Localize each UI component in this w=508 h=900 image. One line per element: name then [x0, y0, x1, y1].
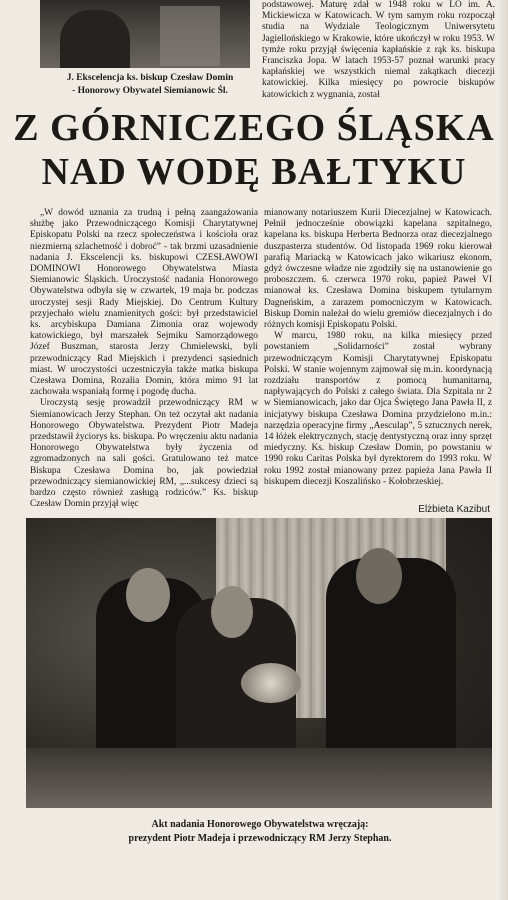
top-photo-caption	[44, 72, 256, 98]
person-head-right	[356, 548, 402, 604]
top-caption-line1: J. Ekscelencja ks. biskup Czesław Domin	[66, 73, 234, 83]
article-right-column	[264, 208, 492, 488]
person-head-middle	[211, 586, 253, 638]
flower-bouquet	[241, 663, 301, 703]
headline-line2: NAD WODĘ BAŁTYKU	[41, 151, 467, 193]
top-right-column	[262, 0, 495, 101]
top-caption-line2: - Honorowy Obywatel Siemianowic Śl.	[72, 86, 228, 96]
page-edge	[496, 0, 508, 900]
article-left-column	[30, 208, 258, 510]
main-caption-line1: Akt nadania Honorowego Obywatelstwa wręczają:	[151, 819, 369, 830]
photo-background-shape	[160, 6, 220, 66]
ceremony-photo	[26, 518, 492, 808]
bishop-portrait-photo	[40, 0, 250, 68]
main-photo-caption	[60, 818, 460, 846]
author-signature: Elżbieta Kazibut	[418, 504, 490, 515]
left-paragraph-1: „W dowód uznania za trudną i pełną zaangażowania służbę jako Przewodniczącego Komisji Charytatywnej Episkopatu Polski na rzecz społeczeństwa i kościoła oraz niezmierną szlachetność i dobroć” - tak brzmi uzasadnienie nadania J. Ekscelencji ks. biskupowi CZESŁAWOWI DOMINOWI Honorowego Obywatelstwa Miasta Siemianowic Śląskich. Uroczystość nadania Honorowego Obywatelstwa odbyła się w czwartek, 19 maja br. podczas uroczystej sesji Rady Miejskiej. Do Centrum Kultury przyjechało wielu znamienitych gości: był przedstawiciel ks. arcybiskupa Damiana Zimonia oraz wojewody katowickiego, był marszałek Sejmiku Samorządowego Józef Buszman, starosta Jerzy Chmielewski, byli przewodniczący Rad Miejskich i prezydenci sąsiednich miast. W uroczystości uczestniczyła także matka biskupa Czesława Domina, Rozalia Domin, która mimo 91 lat zachowała wspaniałą formę i pogodę ducha.	[30, 208, 258, 398]
photo-figure-shape	[60, 10, 130, 68]
right-paragraph-2: W marcu, 1980 roku, na kilka miesięcy przed powstaniem „Solidarności” został wybrany przewodniczącym Komisji Charytatywnej Episkopatu Polski. W stanie wojennym zajmował się m.in. koordynacją rozdziału transportów z pomocą humanitarną, napływających do Polski z całego świata. Dla Szpitala nr 2 w Siemianowicach, jako dar Ojca Świętego Jana Pawła II, z inicjatywy biskupa Czesława Domina przydzielono m.in.: narzędzia operacyjne firmy „Aesculap”, 5 sztucznych nerek, 14 łóżek elektrycznych, stację dentystyczną oraz inny sprzęt miedyczny. Ks. biskup Czesław Domin, po powstaniu w 1990 roku Caritas Polska był dyrektorem do 1993 roku. W roku 1992 został mianowany przez papieża Jana Pawła II biskupem diecezji Koszalińsko - Kołobrzeskiej.	[264, 331, 492, 487]
left-paragraph-2: Uroczystą sesję prowadził przewodniczący RM w Siemianowicach Jerzy Stephan. On też oczytał akt nadania Honorowego Obywatelstwa. Prezydent Piotr Madeja przedstawił życiorys ks. biskupa. Po wręczeniu aktu nadania Honorowego Obywatelstwa były życzenia od zgromadzonych na sali gości. Gratulowano też matce Biskupa Czesława Domina bo, jak powiedział przewodniczący siemianowickiej RM, „...sukcesy dzieci są bardzo często również zasługą rodziców.” Ks. biskup Czesław Domin przyjął więc	[30, 398, 258, 510]
top-right-paragraph: podstawowej. Maturę zdał w 1948 roku w LO im. A. Mickiewicza w Katowicach. W tym samym roku rozpoczął studia na Wydziale Teologicznym Uniwersytetu Jagiellońskiego w Krakowie, które ukończył w roku 1953. W tymże roku przyjął święcenia kapłańskie z rąk ks. biskupa Franciszka Jopa. W latach 1953-57 poznał warunki pracy kapłańskiej we wszystkich niemal zakątkach diecezji katowickiej. Kilka miesięcy po powrocie biskupów katowickich z wygnania, został	[262, 0, 495, 100]
headline-line1: Z GÓRNICZEGO ŚLĄSKA	[13, 107, 495, 149]
person-head-left	[126, 568, 170, 622]
stage-floor	[26, 748, 492, 808]
right-paragraph-1: mianowany notariuszem Kurii Diecezjalnej w Katowicach. Pełnił jednocześnie obowiązki kapelana szpitalnego, kapelana ks. biskupa Herberta Bednorza oraz diecezjalnego duszpasterza studentów. Od listopada 1969 roku kierował parafią Mariacką w Katowicach jako wikariusz ekonom, gdyż ówczesne władze nie zgodziły się na ustanowienie go proboszczem. 6. czerwca 1970 roku, papież Paweł VI mianował ks. Czesława Domina biskupem tytularnym Dagneńskim, a zarazem pomocniczym w Katowicach. Biskup Domin należał do wielu gremiów diecezjalnych i do różnych komisji Episkopatu Polski.	[264, 208, 492, 331]
main-caption-line2: prezydent Piotr Madeja i przewodniczący RM Jerzy Stephan.	[128, 833, 392, 844]
